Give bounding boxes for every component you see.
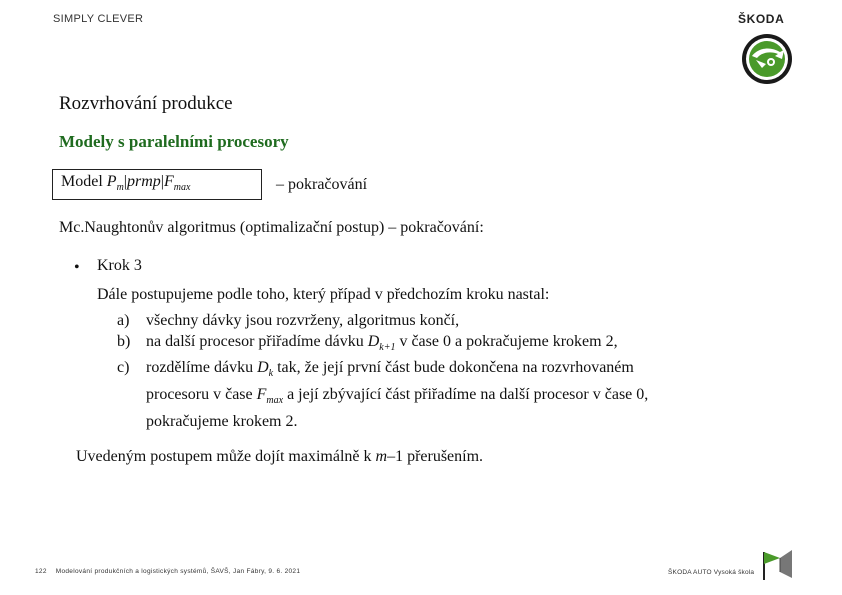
- step-description: Dále postupujeme podle toho, který případ v předchozím kroku nastal:: [97, 286, 550, 303]
- tagline: SIMPLY CLEVER: [53, 13, 144, 25]
- bullet-icon: •: [74, 259, 80, 276]
- slide-title: Rozvrhování produkce: [59, 93, 233, 114]
- item-text: pokračujeme krokem 2.: [146, 412, 298, 430]
- slide-subtitle: Modely s paralelními procesory: [59, 132, 289, 151]
- footer-school-name: ŠKODA AUTO Vysoká škola: [668, 569, 755, 576]
- conclusion-text: Uvedeným postupem může dojít maximálně k m–1 přerušením.: [76, 448, 484, 465]
- page-number: 122: [35, 568, 47, 575]
- brand-name: ŠKODA: [738, 12, 785, 26]
- skoda-logo-icon: [740, 32, 794, 86]
- item-label: b): [117, 332, 131, 350]
- item-text: procesoru v čase $F_{max}$ a její zbývající část přiřadíme na další procesor v čase 0,: [146, 385, 649, 407]
- list-item: [117, 332, 648, 359]
- step-title: Krok 3: [97, 257, 142, 274]
- list-item: [117, 311, 648, 332]
- model-bar-1: |: [123, 173, 127, 190]
- case-list: [117, 311, 648, 432]
- item-text: na další procesor přiřadíme dávku $D_{k+1}$ v čase 0 a pokračujeme krokem 2,: [146, 332, 618, 353]
- list-item: [117, 358, 648, 385]
- item-label: c): [117, 359, 130, 377]
- item-text: rozdělíme dávku $D_k$ tak, že její první část bude dokončena na rozvrhovaném: [146, 359, 634, 380]
- model-bar-2: |: [160, 173, 164, 190]
- list-item-continuation: [117, 385, 648, 412]
- model-prefix: Model: [61, 173, 107, 190]
- model-prmp: prmp: [127, 173, 161, 190]
- model-p-sub: m: [116, 182, 124, 194]
- model-notation-box: [52, 169, 262, 200]
- model-p: P: [106, 173, 117, 190]
- footer: [35, 568, 300, 575]
- item-text: všechny dávky jsou rozvrženy, algoritmus končí,: [146, 312, 460, 329]
- algorithm-heading: Mc.Naughtonův algoritmus (optimalizační postup) – pokračování:: [59, 219, 484, 236]
- model-f-sub: max: [173, 182, 191, 194]
- school-flag-icon: [758, 548, 794, 582]
- footer-text: Modelování produkčních a logistických systémů, ŠAVŠ, Jan Fábry, 9. 6. 2021: [55, 568, 301, 575]
- item-label: a): [117, 312, 130, 329]
- continuation-label: – pokračování: [276, 176, 368, 193]
- model-f: F: [163, 173, 174, 190]
- list-item-continuation: [117, 412, 648, 433]
